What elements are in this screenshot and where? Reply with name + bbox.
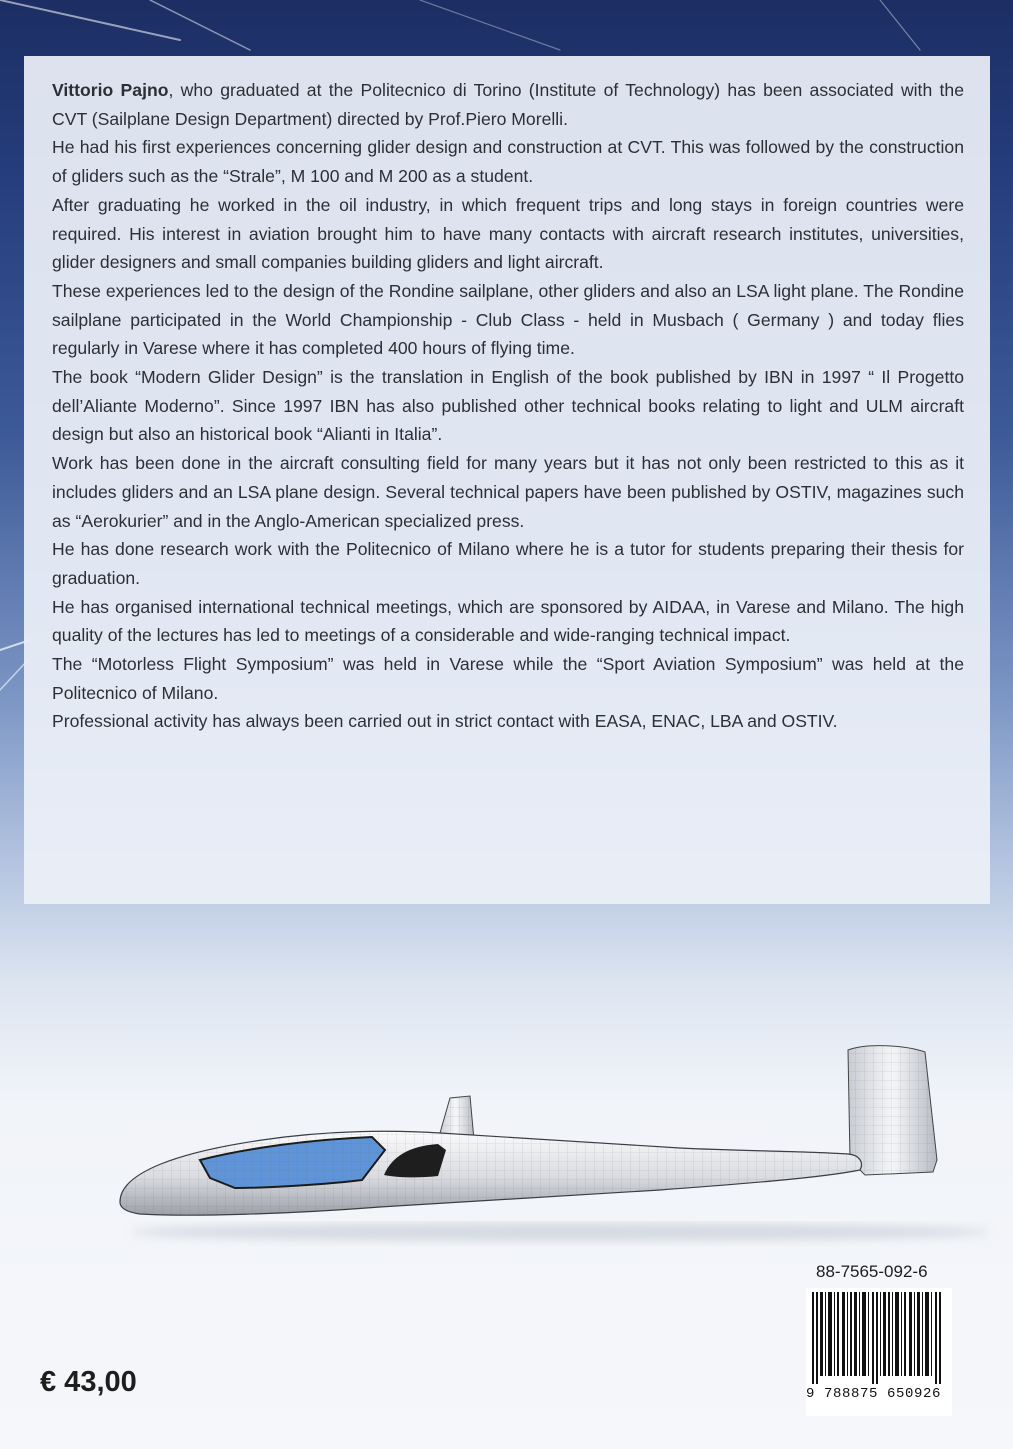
bio-paragraph-6: Work has been done in the aircraft consulting field for many years but it has not only been restricted to this as it includes gliders and an LSA plane design. Several technical papers have been published by OSTIV, magazines such as “Aerokurier” and in the Anglo-American specialized press.: [52, 453, 964, 531]
bio-paragraph-7: He has done research work with the Politecnico of Milano where he is a tutor for students preparing their thesis for graduation.: [52, 539, 964, 588]
bio-paragraph-5: The book “Modern Glider Design” is the translation in English of the book published by IBN in 1997 “ Il Progetto dell’Aliante Moderno”. Since 1997 IBN has also published other technical books relating to light and ULM aircraft design but also an historical book “Alianti in Italia”.: [52, 367, 964, 445]
bio-paragraph-2: He had his first experiences concerning glider design and construction at CVT. This was followed by the construction of gliders such as the “Strale”, M 100 and M 200 as a student.: [52, 137, 964, 187]
barcode-bars: [812, 1292, 946, 1384]
bio-paragraph-8: He has organised international technical meetings, which are sponsored by AIDAA, in Varese and Milano. The high quality of the lectures has led to meetings of a considerable and wide-ranging technical impact.: [52, 596, 964, 646]
isbn-number: 88-7565-092-6: [816, 1262, 928, 1281]
bio-paragraph-10: Professional activity has always been carried out in strict contact with EASA, ENAC, LBA and OSTIV.: [52, 711, 838, 732]
barcode-digits: 9 788875 650926: [806, 1386, 942, 1402]
barcode: [806, 1288, 952, 1416]
glider-wireframe-illustration: [0, 1030, 1013, 1260]
bio-paragraph-3: After graduating he worked in the oil industry, in which frequent trips and long stays in foreign countries were required. His interest in aviation brought him to have many contacts with aircraft research institutes, universities, glider designers and small companies building gliders and light aircraft.: [52, 194, 964, 273]
bio-paragraph-9: The “Motorless Flight Symposium” was held in Varese while the “Sport Aviation Symposium” was held at the Politecnico of Milano.: [52, 654, 964, 703]
bio-paragraph-4: These experiences led to the design of the Rondine sailplane, other gliders and also an LSA light plane. The Rondine sailplane participated in the World Championship - Club Class - held in Musbach ( Germany ) and today flies regularly in Varese where it has completed 400 hours of flying time.: [52, 280, 964, 359]
bio-paragraph-1: Vittorio Pajno, who graduated at the Politecnico di Torino (Institute of Technology) has been associated with the CVT (Sailplane Design Department) directed by Prof.Piero Morelli.: [52, 80, 964, 129]
author-biography: [24, 56, 990, 904]
price: € 43,00: [40, 1366, 137, 1398]
author-name: Vittorio Pajno: [52, 80, 169, 100]
